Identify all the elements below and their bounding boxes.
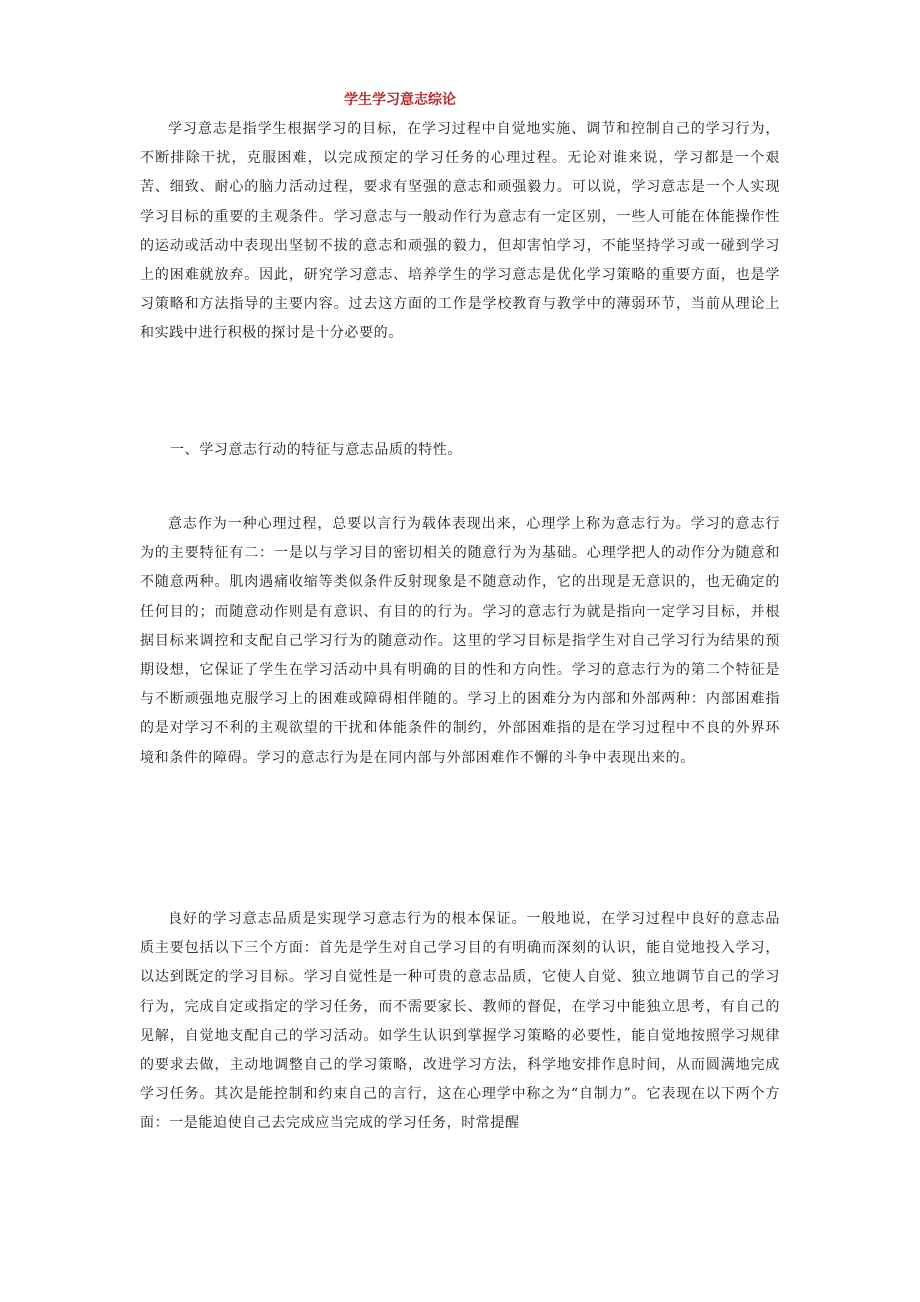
body-paragraph-qualities: 良好的学习意志品质是实现学习意志行为的根本保证。一般地说，在学习过程中良好的意志品质主要包括以下三个方面：首先是学生对自己学习目的有明确而深刻的认识，能自觉地投入学习，以达到既定的学习目标。学习自觉性是一种可贵的意志品质，它使人自觉、独立地调节自己的学习行为，完成自定或指定的学习任务，而不需要家长、教师的督促，在学习中能独立思考，有自己的见解，自觉地支配自己的学习活动。如学生认识到掌握学习策略的必要性，能自觉地按照学习规律的要求去做，主动地调整自己的学习策略，改进学习方法，科学地安排作息时间，从而圆满地完成学习任务。其次是能控制和约束自己的言行，这在心理学中称之为“自制力”。它表现在以下两个方面：一是能迫使自己去完成应当完成的学习任务，时常提醒 — [140, 911, 780, 1132]
section-heading: 一、学习意志行动的特征与意志品质的特性。 — [170, 442, 462, 458]
intro-paragraph: 学习意志是指学生根据学习的目标，在学习过程中自觉地实施、调节和控制自己的学习行为，不断排除干扰，克服困难，以完成预定的学习任务的心理过程。无论对谁来说，学习都是一个艰苦、细致、耐心的脑力活动过程，要求有坚强的意志和顽强毅力。可以说，学习意志是一个人实现学习目标的重要的主观条件。学习意志与一般动作行为意志有一定区别，一些人可能在体能操作性的运动或活动中表现出坚韧不拔的意志和顽强的毅力，但却害怕学习，不能坚持学习或一碰到学习上的困难就放弃。因此，研究学习意志、培养学生的学习意志是优化学习策略的重要方面，也是学习策略和方法指导的主要内容。过去这方面的工作是学校教育与教学中的薄弱环节，当前从理论上和实践中进行积极的探讨是十分必要的。 — [140, 121, 780, 342]
body-paragraph-features: 意志作为一种心理过程，总要以言行为载体表现出来，心理学上称为意志行为。学习的意志行为的主要特征有二：一是以与学习目的密切相关的随意行为为基础。心理学把人的动作分为随意和不随意两种。肌肉遇痛收缩等类似条件反射现象是不随意动作，它的出现是无意识的，也无确定的任何目的；而随意动作则是有意识、有目的的行为。学习的意志行为就是指向一定学习目标，并根据目标来调控和支配自己学习行为的随意动作。这里的学习目标是指学生对自己学习行为结果的预期设想，它保证了学生在学习活动中具有明确的目的性和方向性。学习的意志行为的第二个特征是与不断顽强地克服学习上的困难或障碍相伴随的。学习上的困难分为内部和外部两种：内部困难指的是对学习不利的主观欲望的干扰和体能条件的制约，外部困难指的是在学习过程中不良的外界环境和条件的障碍。学习的意志行为是在同内部与外部困难作不懈的斗争中表现出来的。 — [140, 516, 780, 766]
document-title: 学生学习意志综论 — [344, 92, 456, 108]
